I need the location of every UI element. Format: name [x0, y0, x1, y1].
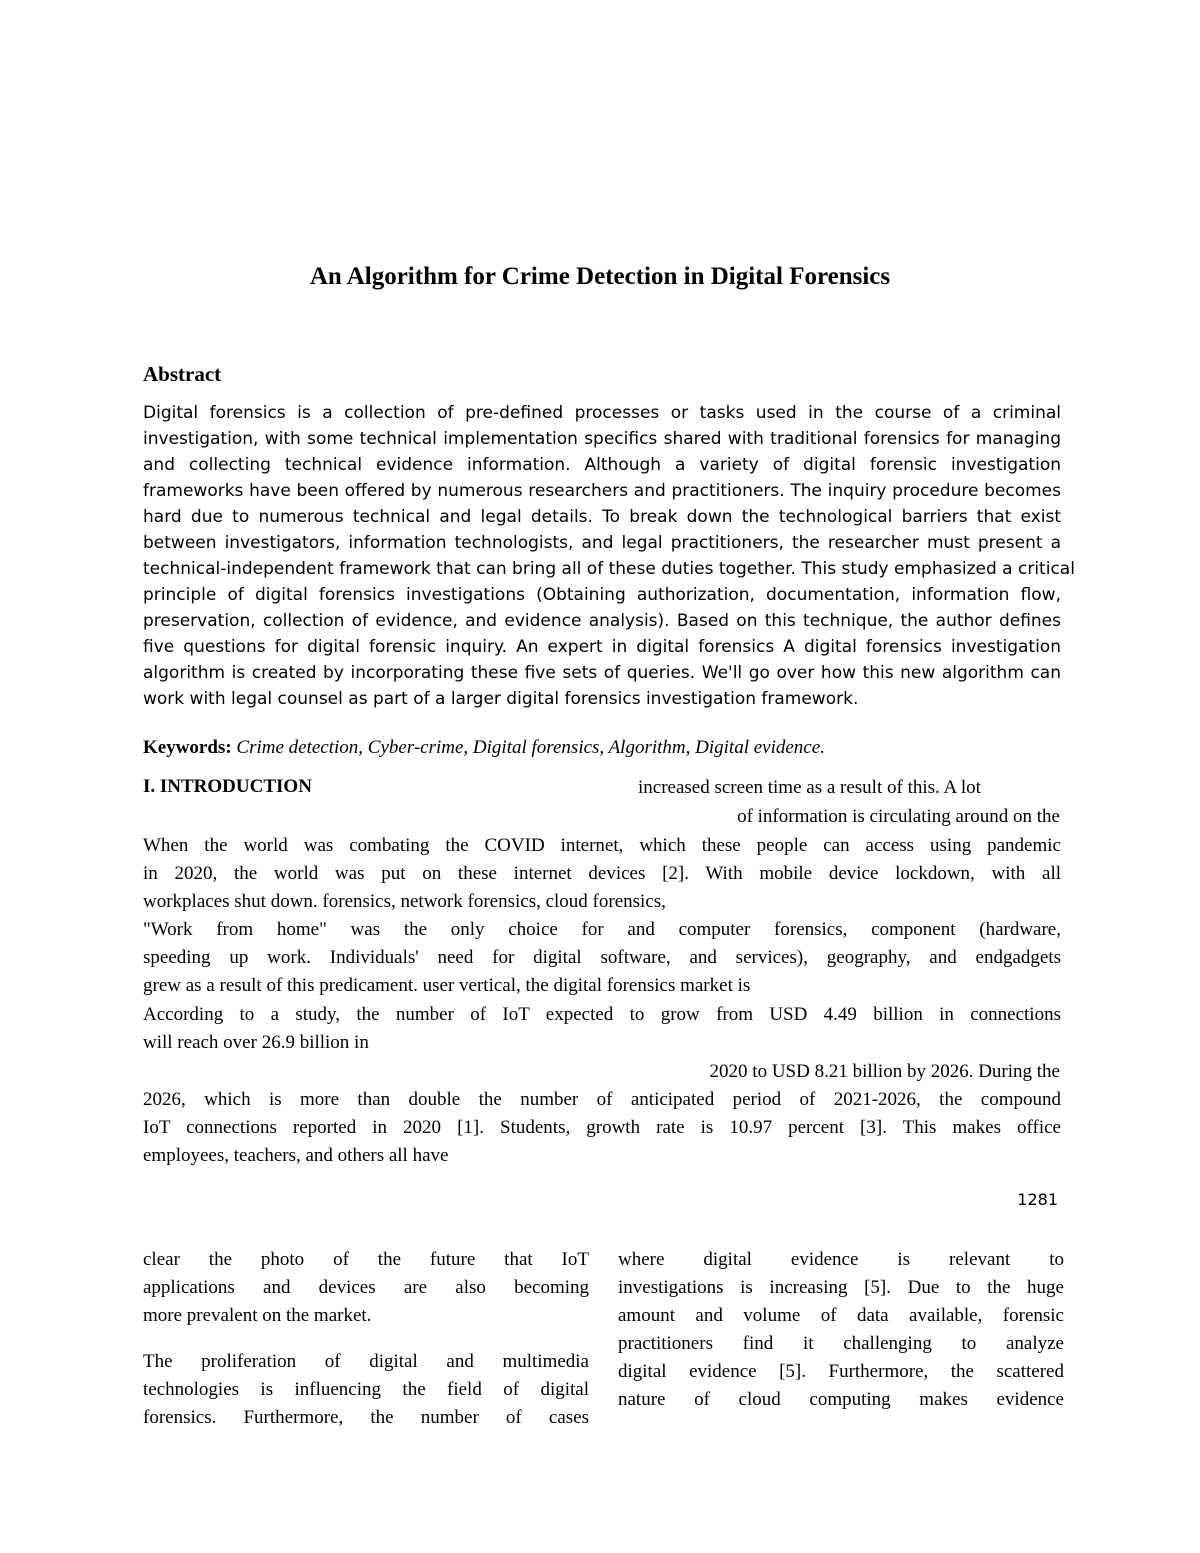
left-column-line: more prevalent on the market. — [143, 1305, 372, 1326]
left-column-line: applications and devices are also becoming — [143, 1277, 589, 1298]
intro-line: 2026, which is more than double the number of anticipated period of 2021-2026, the compound — [143, 1089, 1061, 1110]
intro-line: 2020 to USD 8.21 billion by 2026. During the — [709, 1061, 1060, 1082]
keywords — [143, 737, 825, 759]
abstract-line: investigation, with some technical implementation specifics shared with traditional forensics for managing — [143, 429, 1061, 449]
abstract-line: preservation, collection of evidence, and evidence analysis). Based on this technique, the author defines — [143, 611, 1061, 631]
right-column-line: practitioners find it challenging to analyze — [618, 1333, 1064, 1354]
page-number: 1281 — [1017, 1190, 1058, 1209]
intro-line: increased screen time as a result of this. A lot — [638, 777, 981, 798]
abstract-line: principle of digital forensics investigations (Obtaining authorization, documentation, information flow, — [143, 585, 1061, 605]
right-column-line: amount and volume of data available, forensic — [618, 1305, 1064, 1326]
abstract-line: and collecting technical evidence information. Although a variety of digital forensic investigation — [143, 455, 1061, 475]
abstract-line: between investigators, information technologists, and legal practitioners, the researcher must present a — [143, 533, 1061, 553]
intro-line: "Work from home" was the only choice for and computer forensics, component (hardware, — [143, 919, 1061, 940]
paper-title: An Algorithm for Crime Detection in Digital Forensics — [309, 263, 891, 290]
left-column-line: technologies is influencing the field of digital — [143, 1379, 589, 1400]
left-column-line: The proliferation of digital and multimedia — [143, 1351, 589, 1372]
right-column-line: where digital evidence is relevant to — [618, 1249, 1064, 1270]
intro-line: According to a study, the number of IoT expected to grow from USD 4.49 billion in connections — [143, 1004, 1061, 1025]
right-column-line: nature of cloud computing makes evidence — [618, 1389, 1064, 1410]
intro-line: speeding up work. Individuals' need for digital software, and services), geography, and endgadgets — [143, 947, 1061, 968]
intro-line: employees, teachers, and others all have — [143, 1145, 449, 1166]
abstract-line: hard due to numerous technical and legal details. To break down the technological barriers that exist — [143, 507, 1061, 527]
left-column-line: clear the photo of the future that IoT — [143, 1249, 589, 1270]
right-column-line: digital evidence [5]. Furthermore, the scattered — [618, 1361, 1064, 1382]
intro-line: IoT connections reported in 2020 [1]. Students, growth rate is 10.97 percent [3]. This makes office — [143, 1117, 1061, 1138]
abstract-body — [143, 400, 1075, 712]
abstract-line: work with legal counsel as part of a larger digital forensics investigation framework. — [143, 689, 859, 709]
left-column-line: forensics. Furthermore, the number of cases — [143, 1407, 589, 1428]
keywords-text: Crime detection, Cyber-crime, Digital forensics, Algorithm, Digital evidence. — [236, 737, 825, 758]
abstract-line: five questions for digital forensic inquiry. An expert in digital forensics A digital forensics investigation — [143, 637, 1061, 657]
intro-line: will reach over 26.9 billion in — [143, 1032, 369, 1053]
intro-line: workplaces shut down. forensics, network forensics, cloud forensics, — [143, 891, 666, 912]
right-column-line: investigations is increasing [5]. Due to the huge — [618, 1277, 1064, 1298]
abstract-line: algorithm is created by incorporating these five sets of queries. We'll go over how this new algorithm can — [143, 663, 1061, 683]
section-heading-introduction: I. INTRODUCTION — [143, 776, 312, 797]
keywords-label: Keywords: — [143, 737, 232, 758]
abstract-heading: Abstract — [143, 362, 222, 386]
intro-line: When the world was combating the COVID internet, which these people can access using pandemic — [143, 835, 1061, 856]
abstract-line: Digital forensics is a collection of pre-defined processes or tasks used in the course of a criminal — [143, 403, 1061, 423]
intro-line: in 2020, the world was put on these internet devices [2]. With mobile device lockdown, with all — [143, 863, 1061, 884]
abstract-line: frameworks have been offered by numerous researchers and practitioners. The inquiry procedure becomes — [143, 481, 1061, 501]
intro-line: of information is circulating around on the — [737, 806, 1060, 827]
abstract-line: technical-independent framework that can bring all of these duties together. This study emphasized a critical — [143, 559, 1075, 579]
intro-line: grew as a result of this predicament. user vertical, the digital forensics market is — [143, 975, 751, 996]
